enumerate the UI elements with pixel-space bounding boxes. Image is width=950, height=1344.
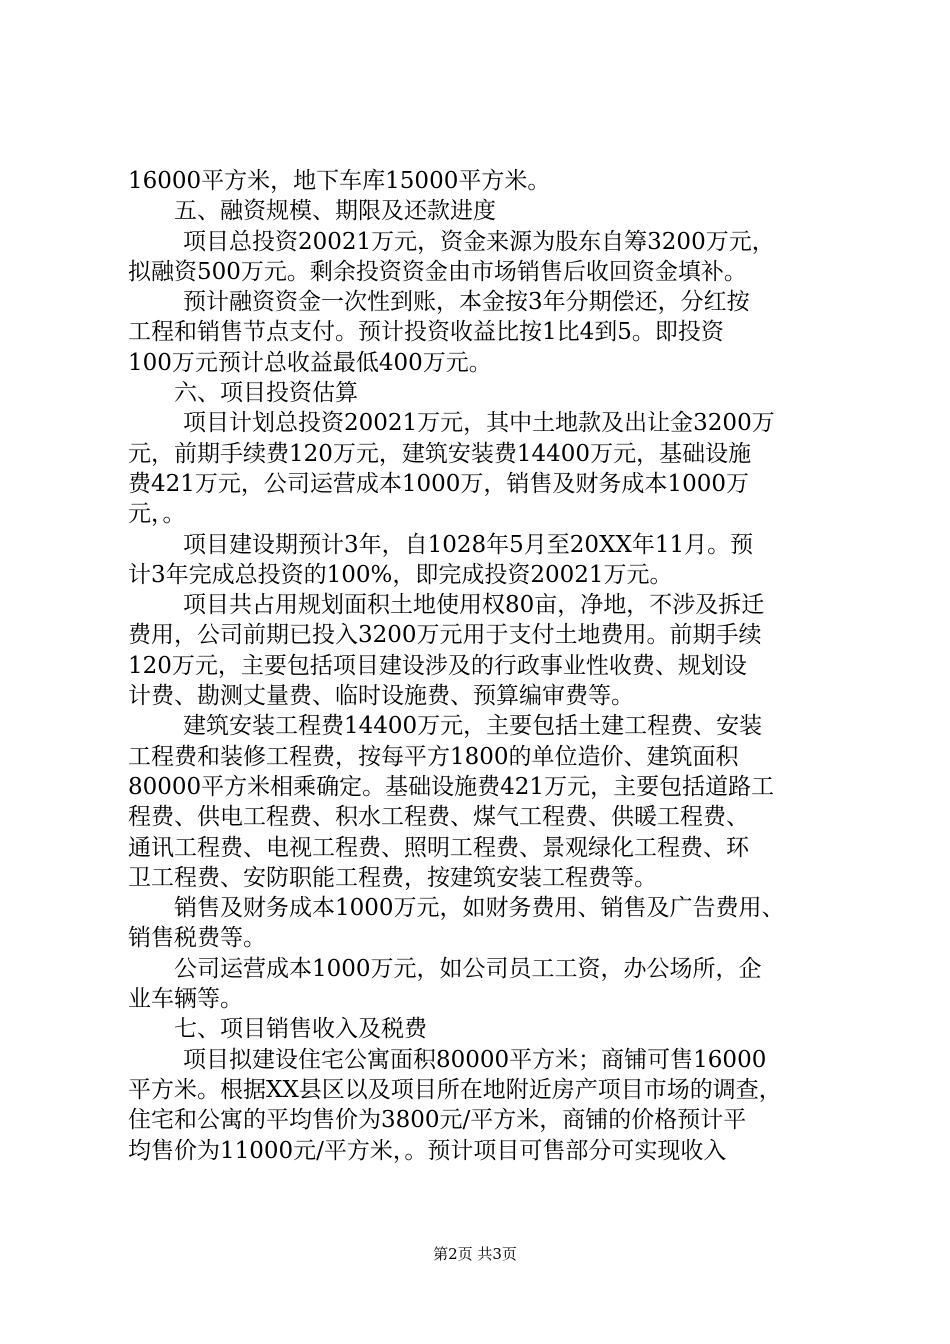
text-line: 工程和销售节点支付。预计投资收益比按1比4到5。即投资 [128, 319, 724, 346]
section-heading: 六、项目投资估算 [174, 380, 358, 407]
text-line: 项目总投资20021万元，资金来源为股东自筹3200万元， [183, 228, 775, 255]
text-line: 计费、勘测丈量费、临时设施费、预算编审费等。 [128, 683, 634, 710]
text-line: 100万元预计总收益最低400万元。 [128, 349, 492, 376]
text-line: 费用，公司前期已投入3200万元用于支付土地费用。前期手续 [128, 622, 762, 649]
text-line: 程费、供电工程费、积水工程费、煤气工程费、供暖工程费、 [128, 804, 749, 831]
document-body [128, 166, 828, 1166]
text-line: 平方米。根据XX县区以及项目所在地附近房产项目市场的调查， [128, 1076, 782, 1103]
text-line: 通讯工程费、电视工程费、照明工程费、景观绿化工程费、环 [128, 834, 749, 861]
page-footer: 第2页 共3页 [433, 1245, 517, 1263]
section-heading: 五、融资规模、期限及还款进度 [174, 198, 496, 225]
text-line: 元，。 [128, 501, 186, 528]
text-line: 80000平方米相乘确定。基础设施费421万元，主要包括道路工 [128, 773, 775, 800]
text-line: 项目计划总投资20021万元，其中土地款及出让金3200万 [183, 410, 775, 437]
text-line: 拟融资500万元。剩余投资资金由市场销售后收回资金填补。 [128, 258, 747, 285]
text-line: 住宅和公寓的平均售价为3800元/平方米，商铺的价格预计平 [128, 1107, 747, 1134]
text-line: 费421万元，公司运营成本1000万，销售及财务成本1000万 [128, 470, 749, 497]
text-line: 建筑安装工程费14400万元，主要包括土建工程费、安装 [183, 713, 763, 740]
text-line: 工程费和装修工程费，按每平方1800的单位造价、建筑面积 [128, 743, 739, 770]
text-line: 卫工程费、安防职能工程费，按建筑安装工程费等。 [128, 864, 657, 891]
text-line: 120万元，主要包括项目建设涉及的行政事业性收费、规划设 [128, 652, 747, 679]
text-line: 项目共占用规划面积土地使用权80亩，净地，不涉及拆迁 [183, 592, 765, 619]
text-line: 预计融资资金一次性到账，本金按3年分期偿还，分红按 [183, 289, 750, 316]
text-line: 元，前期手续费120万元，建筑安装费14400万元，基础设施 [128, 440, 752, 467]
section-heading: 七、项目销售收入及税费 [174, 1016, 427, 1043]
text-line: 销售税费等。 [128, 925, 266, 952]
text-line: 公司运营成本1000万元，如公司员工工资，办公场所，企 [174, 955, 762, 982]
text-line: 16000平方米，地下车库15000平方米。 [128, 168, 551, 194]
text-line: 销售及财务成本1000万元，如财务费用、销售及广告费用、 [174, 895, 785, 922]
text-line: 计3年完成总投资的100%，即完成投资20021万元。 [128, 561, 673, 588]
text-line: 业车辆等。 [128, 986, 243, 1013]
text-line: 均售价为11000元/平方米，。预计项目可售部分可实现收入 [128, 1137, 727, 1164]
text-line: 项目建设期预计3年，自1028年5月至20XX年11月。预 [183, 531, 754, 558]
text-line: 项目拟建设住宅公寓面积80000平方米；商铺可售16000 [183, 1046, 767, 1073]
